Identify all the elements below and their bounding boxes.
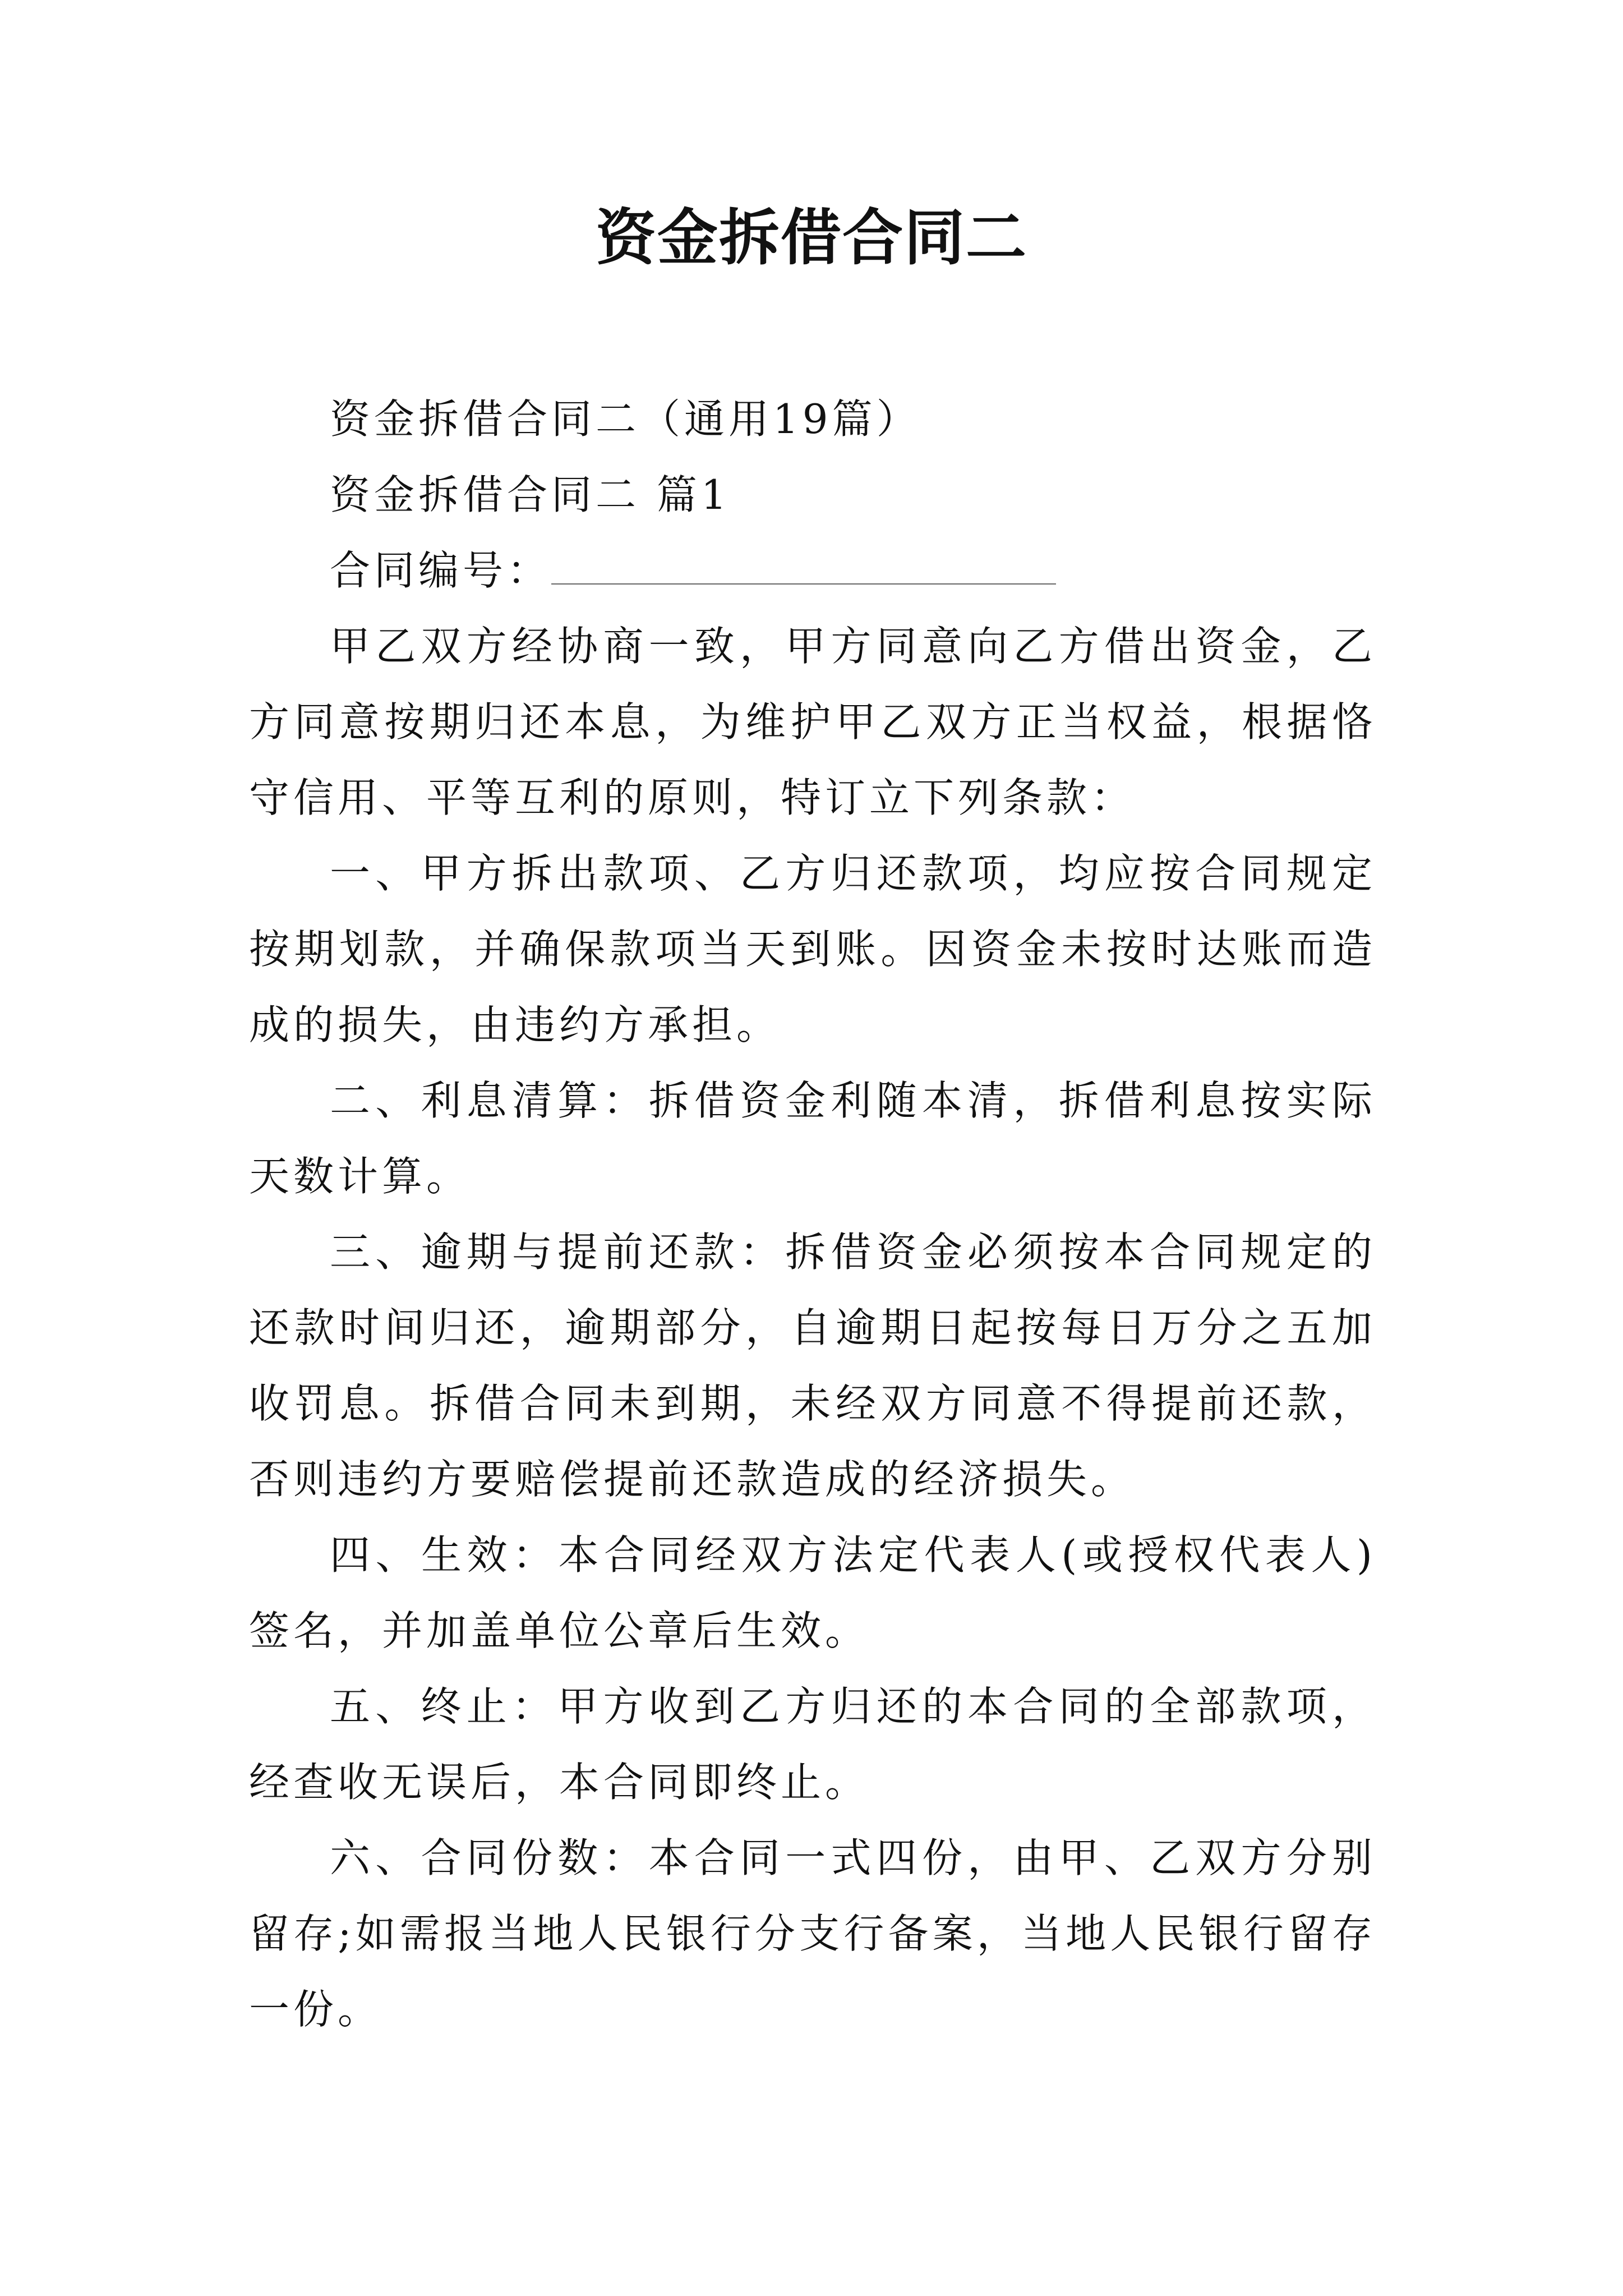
paragraph-intro: 甲乙双方经协商一致，甲方同意向乙方借出资金，乙方同意按期归还本息，为维护甲乙双方正当权益，根据恪守信用、平等互利的原则，特订立下列条款：: [249, 623, 1376, 821]
paragraph-clause-3: 三、逾期与提前还款：拆借资金必须按本合同规定的还款时间归还，逾期部分，自逾期日起按每日万分之五加收罚息。拆借合同未到期，未经双方同意不得提前还款，否则违约方要赔偿提前还款造成的经济损失。: [249, 1228, 1376, 1503]
paragraph-clause-6: 六、合同份数：本合同一式四份，由甲、乙双方分别留存;如需报当地人民银行分支行备案，当地人民银行留存一份。: [249, 1834, 1376, 2033]
paragraph-clause-1: 一、甲方拆出款项、乙方归还款项，均应按合同规定按期划款，并确保款项当天到账。因资金未按时达账而造成的损失，由违约方承担。: [249, 850, 1376, 1048]
paragraph-clause-2: 二、利息清算：拆借资金利随本清，拆借利息按实际天数计算。: [249, 1077, 1376, 1200]
contract-number-line: [249, 533, 1376, 609]
paragraph-clause-4: 四、生效：本合同经双方法定代表人(或授权代表人)签名，并加盖单位公章后生效。: [249, 1531, 1376, 1654]
section-heading: 资金拆借合同二 篇1: [330, 471, 731, 518]
document-body: [249, 381, 1376, 2047]
paragraph-clause-5: 五、终止：甲方收到乙方归还的本合同的全部款项，经查收无误后，本合同即终止。: [249, 1683, 1376, 1806]
document-title: 资金拆借合同二: [595, 203, 1027, 273]
contract-number-label: 合同编号：: [330, 547, 552, 594]
contract-number-blank: [551, 544, 1056, 585]
document-subtitle: 资金拆借合同二（通用19篇）: [330, 395, 921, 443]
